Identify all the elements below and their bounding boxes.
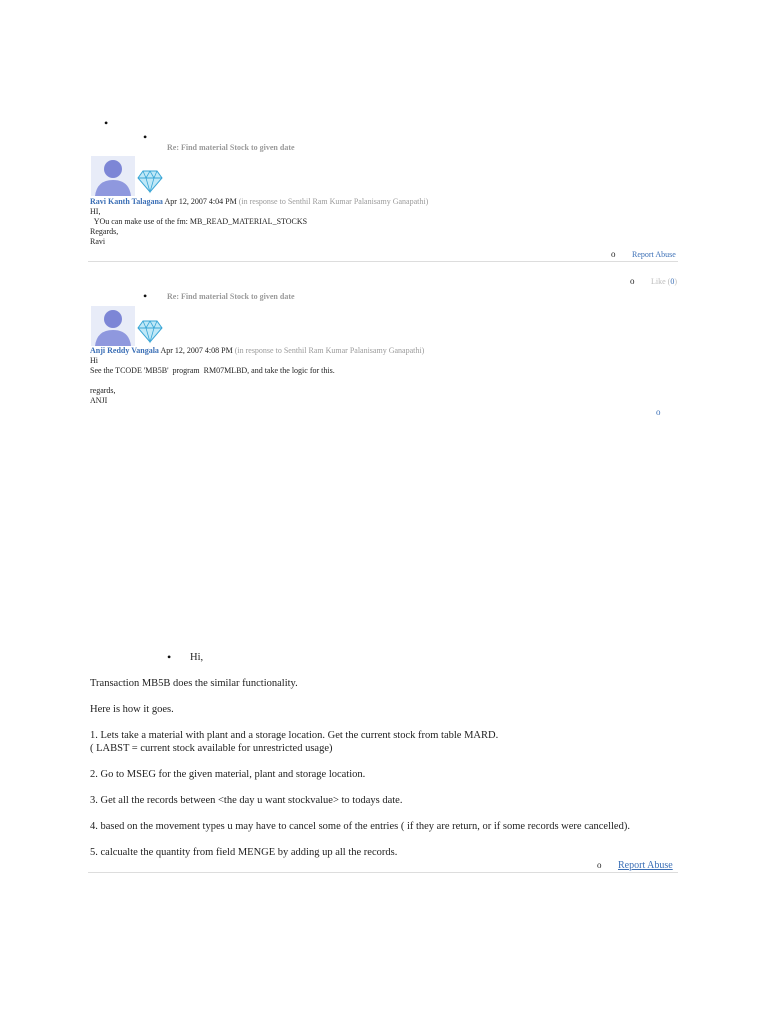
report-abuse-link[interactable]: Report Abuse [632, 250, 676, 259]
report-abuse-link[interactable]: Report Abuse [618, 860, 673, 871]
author-link[interactable]: Anji Reddy Vangala [90, 346, 159, 355]
diamond-badge-icon [137, 318, 163, 344]
divider [88, 261, 678, 262]
user-avatar-icon[interactable] [91, 306, 135, 346]
like-label: Like ( [651, 277, 671, 286]
in-response-link[interactable]: (in response to Senthil Ram Kumar Palanisamy Ganapathi) [238, 197, 429, 206]
list-bullet: • [167, 650, 172, 664]
post-meta [90, 197, 428, 206]
post-body: Transaction MB5B does the similar functionality. Here is how it goes. 1. Lets take a material with plant and a storage location. Get the current stock from table MARD. ( LABST = current stock available for unrestricted usage) 2. Go to MSEG for the given material, plant and storage location. 3. Get all the records between <the day u want stockvalue> to todays date. 4. based on the movement types u may have to cancel some of the entries ( if they are return, or if some records were cancelled). 5. calcualte the quantity from field MENGE by adding up all the records. [90, 678, 630, 858]
list-circle: o [630, 276, 635, 286]
author-link[interactable]: Ravi Kanth Talagana [90, 197, 163, 206]
in-response-link[interactable]: (in response to Senthil Ram Kumar Palanisamy Ganapathi) [234, 346, 425, 355]
list-bullet: • [104, 116, 109, 130]
like-count: 0 [670, 277, 675, 286]
post-body: Hi See the TCODE 'MB5B' program RM07MLBD, and take the logic for this. regards, ANJI [90, 356, 335, 405]
list-circle: o [656, 407, 661, 417]
post-greeting: Hi, [190, 652, 204, 663]
list-circle: o [597, 860, 602, 870]
like-close: ) [674, 277, 677, 286]
post-date: Apr 12, 2007 4:08 PM [160, 346, 233, 355]
list-circle: o [611, 249, 616, 259]
post-date: Apr 12, 2007 4:04 PM [164, 197, 237, 206]
divider [88, 872, 678, 873]
post-title[interactable]: Re: Find material Stock to given date [167, 143, 295, 152]
list-bullet: • [143, 130, 148, 144]
list-bullet: • [143, 289, 148, 303]
diamond-badge-icon [137, 168, 163, 194]
user-avatar-icon[interactable] [91, 156, 135, 196]
post-body: HI, YOu can make use of the fm: MB_READ_MATERIAL_STOCKS Regards, Ravi [90, 207, 308, 246]
like-button[interactable] [651, 277, 677, 286]
post-meta [90, 346, 424, 355]
post-title[interactable]: Re: Find material Stock to given date [167, 292, 295, 301]
